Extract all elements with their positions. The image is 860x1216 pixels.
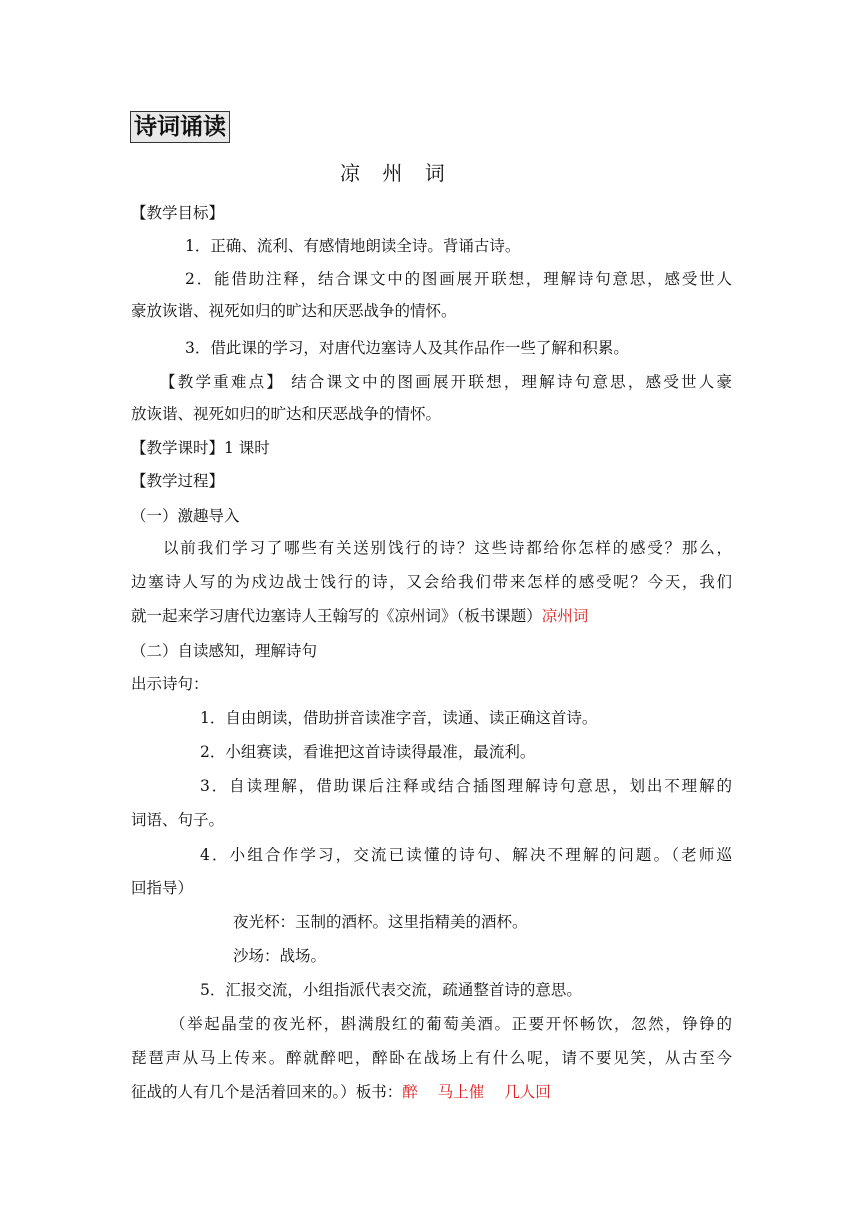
show-poem-label: 出示诗句：: [131, 675, 209, 693]
poem-title: 凉 州 词: [340, 161, 453, 185]
key-points-text: 结合课文中的图画展开联想，理解诗句意思，感受世人豪: [291, 373, 732, 391]
key-points-line: [160, 371, 732, 393]
hours-heading: 【教学课时】: [131, 439, 225, 457]
step-item: 2．小组赛读，看谁把这首诗读得最准，最流利。: [200, 743, 536, 761]
note-item: 沙场：战场。: [233, 947, 327, 965]
paragraph-text: 征战的人有几个是活着回来的。）板书：: [131, 1083, 403, 1101]
board-title: 凉州词: [541, 607, 589, 625]
goal-item: 1．正确、流利、有感情地朗读全诗。背诵古诗。: [185, 237, 521, 255]
hours-line: [131, 437, 270, 459]
part2-heading: （二）自读感知，理解诗句: [131, 642, 318, 660]
goal-item: 3．借此课的学习，对唐代边塞诗人及其作品作一些了解和积累。: [185, 339, 629, 357]
paragraph-line: 琵琶声从马上传来。醉就醉吧，醉卧在战场上有什么呢，请不要见笑，从古至今: [131, 1049, 732, 1067]
goals-heading: 【教学目标】: [131, 204, 225, 222]
paragraph-line: （举起晶莹的夜光杯，斟满殷红的葡萄美酒。正要开怀畅饮，忽然，铮铮的: [170, 1015, 732, 1033]
intro-text: 就一起来学习唐代边塞诗人王翰写的《凉州词》（板书课题）: [131, 607, 542, 625]
step-item-continued: 词语、句子。: [131, 811, 225, 829]
part1-heading: （一）激趣导入: [131, 507, 240, 525]
goal-item: 2．能借助注释，结合课文中的图画展开联想，理解诗句意思，感受世人: [185, 270, 732, 288]
section-title: 诗词诵读: [130, 111, 230, 143]
process-heading: 【教学过程】: [131, 472, 225, 490]
step-item: 4．小组合作学习，交流已读懂的诗句、解决不理解的问题。（老师巡: [200, 846, 732, 864]
board-word: 醉: [402, 1083, 418, 1101]
intro-line: 边塞诗人写的为戍边战士饯行的诗，又会给我们带来怎样的感受呢？今天，我们: [131, 573, 732, 591]
step-item: 1．自由朗读，借助拼音读准字音，读通、读正确这首诗。: [200, 709, 598, 727]
goal-item-continued: 豪放诙谐、视死如归的旷达和厌恶战争的情怀。: [131, 302, 457, 320]
step-item-continued: 回指导）: [131, 879, 194, 897]
note-item: 夜光杯：玉制的酒杯。这里指精美的酒杯。: [233, 913, 528, 931]
intro-line: 以前我们学习了哪些有关送别饯行的诗？这些诗都给你怎样的感受？那么，: [163, 539, 732, 557]
key-points-text-continued: 放诙谐、视死如归的旷达和厌恶战争的情怀。: [131, 405, 442, 423]
key-points-heading: 【教学重难点】: [160, 373, 285, 391]
step-item: 3．自读理解，借助课后注释或结合插图理解诗句意思，划出不理解的: [200, 777, 732, 795]
paragraph-line-last: [131, 1081, 551, 1103]
board-word: 马上催: [437, 1083, 485, 1101]
hours-value: 1 课时: [224, 439, 270, 457]
board-word: 几人回: [504, 1083, 551, 1101]
step-item: 5．汇报交流，小组指派代表交流，疏通整首诗的意思。: [200, 981, 582, 999]
intro-line-last: [131, 605, 588, 627]
